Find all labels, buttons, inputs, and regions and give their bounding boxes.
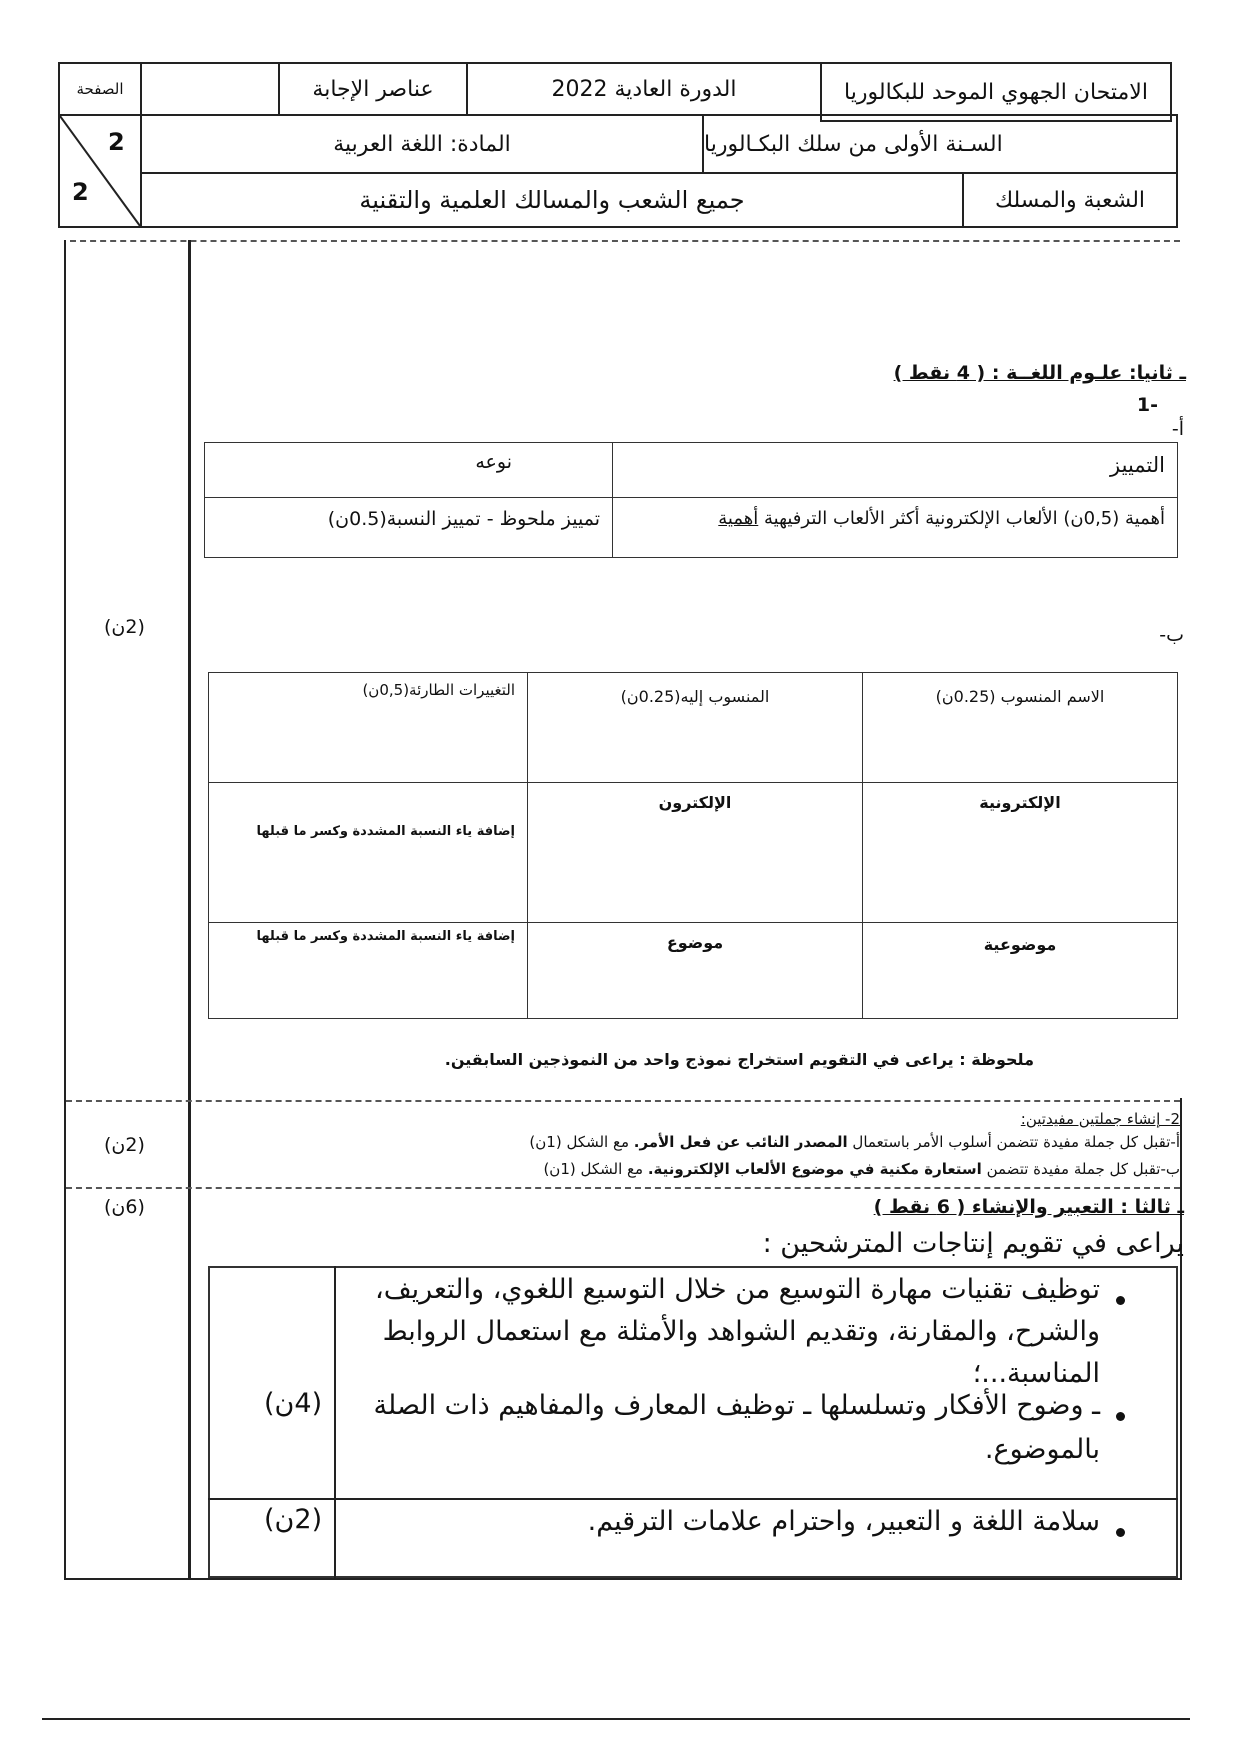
header-divider: [70, 240, 1180, 242]
criterion-score-a: (4ن): [264, 1388, 323, 1419]
session-label: الدورة العادية 2022: [551, 76, 737, 102]
session-cell: [466, 62, 822, 116]
score-q1: (2ن): [104, 616, 145, 638]
answer-key-cell: [278, 62, 468, 116]
section3-title: ـ ثالثا : التعبير والإنشاء ( 6 نقط ): [873, 1196, 1184, 1218]
criterion-2-line2: بالموضوع.: [984, 1434, 1100, 1465]
page-diagonal-icon: [60, 116, 140, 226]
divider-q2: [66, 1100, 1180, 1102]
table-b-r1-c3: إضافة ياء النسبة المشددة وكسر ما قبلها: [209, 783, 528, 923]
stream-label-cell: [962, 172, 1178, 228]
exam-title: الامتحان الجهوي الموحد للبكالوريا: [844, 79, 1148, 105]
page-label-cell: [58, 62, 142, 116]
divider-section3: [66, 1187, 1180, 1189]
q1-number: -1: [1136, 394, 1158, 416]
table-b-header-1: الاسم المنسوب (0.25ن): [863, 673, 1178, 783]
criterion-score-b: (2ن): [264, 1504, 323, 1535]
answer-key-label: عناصر الإجابة: [312, 76, 434, 102]
stream-value-cell: [140, 172, 964, 228]
criteria-score-divider: [334, 1266, 336, 1578]
section3-intro: يراعى في تقويم إنتاجات المترشحين :: [762, 1228, 1184, 1259]
criterion-1-line1: توظيف تقنيات مهارة التوسيع من خلال التوسيع اللغوي، والتعريف،: [374, 1274, 1100, 1305]
page-label: الصفحة: [76, 80, 124, 98]
blank-cell: [140, 62, 280, 116]
q2-b: ب-تقبل كل جملة مفيدة تتضمن استعارة مكنية في موضوع الألعاب الإلكترونية. مع الشكل (1ن): [543, 1160, 1180, 1178]
table-b-r1-c1: الإلكترونية: [863, 783, 1178, 923]
qb-label: ب-: [1159, 624, 1184, 646]
table-b-r1-c2: الإلكترون: [528, 783, 863, 923]
page-number: 2: [108, 128, 125, 156]
criterion-1-line3: المناسبة...؛: [972, 1358, 1100, 1389]
table-a-header-tamyiz: التمييز: [613, 443, 1178, 498]
score-q2: (2ن): [104, 1134, 145, 1156]
page-number-cell: [58, 114, 142, 228]
bullet-3-icon: [1116, 1528, 1125, 1537]
subject-label: المادة: اللغة العربية: [333, 131, 511, 157]
page-total: 2: [72, 178, 89, 206]
table-b-header-3: التغييرات الطارئة(0,5ن): [209, 673, 528, 783]
level-cell: [702, 114, 1178, 174]
stream-value: جميع الشعب والمسالك العلمية والتقنية: [359, 186, 745, 214]
table-a-header-type: نوعه: [205, 443, 613, 498]
table-b-r2-c3: إضافة ياء النسبة المشددة وكسر ما قبلها: [209, 923, 528, 1019]
table-a-example: أهمية (0,5ن) الألعاب الإلكترونية أكثر الألعاب الترفيهية أهمية: [613, 498, 1178, 558]
table-b-r2-c2: موضوع: [528, 923, 863, 1019]
section3-score: (6ن): [104, 1196, 145, 1218]
table-b-r2-c1: موضوعية: [863, 923, 1178, 1019]
criteria-row-divider: [208, 1498, 1178, 1500]
note: ملحوظة : يراعى في التقويم استخراج نموذج واحد من النموذجين السابقين.: [444, 1050, 1034, 1069]
exam-title-cell: [820, 62, 1172, 122]
page-bottom-line: [42, 1718, 1190, 1720]
stream-label: الشعبة والمسلك: [994, 187, 1146, 213]
frame-right: [1180, 1098, 1182, 1578]
section2-title: ـ ثانيا: علـوم اللغــة : ( 4 نقط ): [893, 362, 1186, 384]
level-label: السـنة الأولى من سلك البكـالوريا: [704, 131, 1003, 157]
table-a-type-value: تمييز ملحوظ - تمييز النسبة(0.5ن): [205, 498, 613, 558]
table-a: [204, 442, 1178, 558]
criterion-3: سلامة اللغة و التعبير، واحترام علامات الترقيم.: [587, 1506, 1100, 1537]
table-b-header-2: المنسوب إليه(0.25ن): [528, 673, 863, 783]
frame-left: [64, 240, 66, 1578]
bullet-2-icon: [1116, 1412, 1125, 1421]
table-b: [208, 672, 1178, 1019]
criterion-1-line2: والشرح، والمقارنة، وتقديم الشواهد والأمثلة مع استعمال الروابط: [382, 1316, 1100, 1347]
q2-a: أ-تقبل كل جملة مفيدة تتضمن أسلوب الأمر باستعمال المصدر النائب عن فعل الأمر. مع الشكل (1ن): [529, 1133, 1180, 1151]
q2-title: 2- إنشاء جملتين مفيدتين:: [1020, 1110, 1180, 1128]
frame-bottom: [64, 1578, 1182, 1580]
criterion-2-line1: ـ وضوح الأفكار وتسلسلها ـ توظيف المعارف والمفاهيم ذات الصلة: [373, 1390, 1100, 1421]
subject-cell: [140, 114, 704, 174]
qa-label: أ-: [1171, 418, 1184, 440]
score-column-divider: [188, 240, 191, 1578]
bullet-1-icon: [1116, 1296, 1125, 1305]
